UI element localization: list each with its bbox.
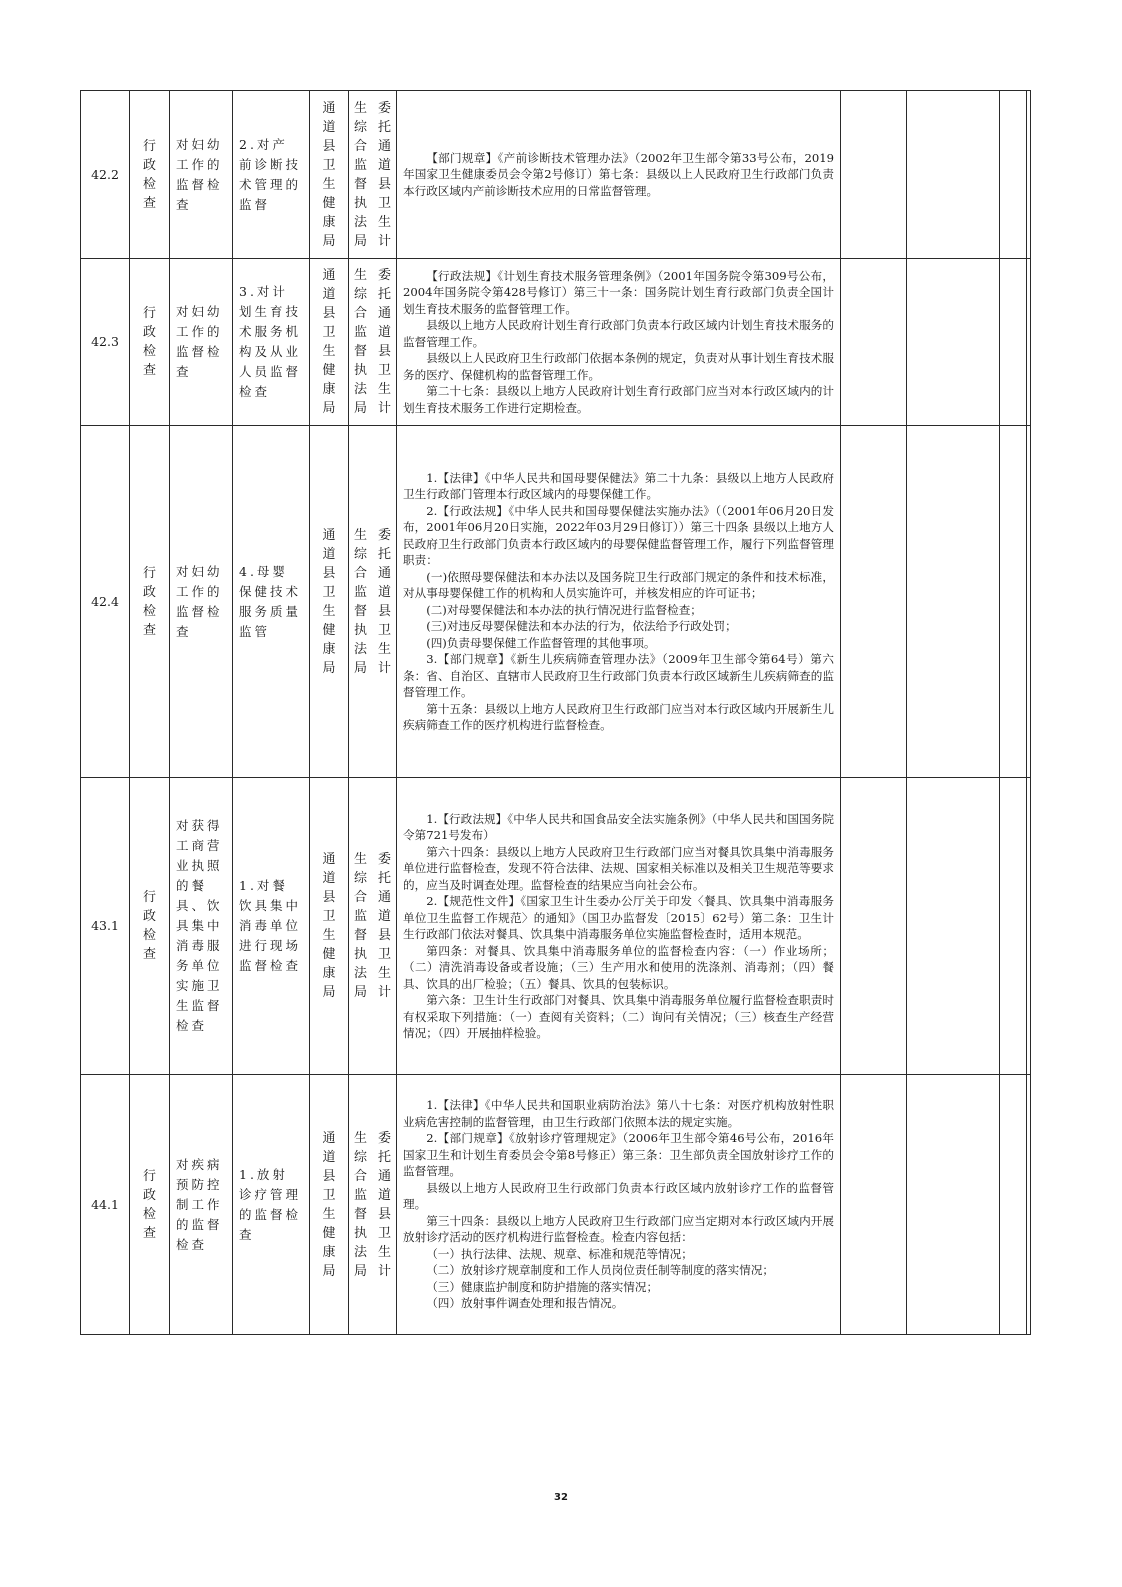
executor-columns [349,850,396,1002]
empty-cell-d [1027,426,1031,778]
executor-columns [349,99,396,251]
sub-item-name: 3.对计划生育技术服务机构及从业人员监督检查 [239,284,302,399]
legal-basis-cell [397,778,841,1075]
empty-cell-b [907,778,1000,1075]
empty-cell-a [841,91,907,259]
item-id-cell [81,426,130,778]
executor-text [349,678,350,679]
legal-basis-paragraph: 2.【部门规章】《放射诊疗管理规定》（2006年卫生部令第46号公布，2016年国家卫生和计划生育委员会令第8号修正）第三条：卫生部负责全国放射诊疗工作的监督管理。 [403,1131,834,1179]
page-number: 32 [554,1492,568,1503]
executor-text-col-2: 委托通道县卫生计 [377,100,391,249]
sub-item-name: 4.母婴保健技术服务质量监管 [239,563,302,639]
department-cell [310,778,349,1075]
empty-cell-d [1027,1075,1031,1335]
legal-basis-paragraph: 第二十七条：县级以上地方人民政府计划生育行政部门应当对本行政区域内的计划生育技术服务工作进行定期检查。 [403,384,834,415]
sub-item-name: 1.放射诊疗管理的监督检查 [239,1166,302,1242]
legal-basis-paragraph: （三）健康监护制度和防护措施的落实情况； [426,1279,659,1294]
legal-basis-paragraph: 1.【行政法规】《中华人民共和国食品安全法实施条例》（中华人民共和国国务院令第721号发布） [403,811,834,842]
legal-basis-paragraph: 2.【规范性文件】《国家卫生计生委办公厅关于印发〈餐具、饮具集中消毒服务单位卫生监督工作规范〉的通知》（国卫办监督发〔2015〕62号）第二条：卫生计生行政部门依法对餐具、饮具集中消毒服务单位实施监督检查时，适用本规范。 [403,894,834,941]
item-name: 对妇幼工作的监督检查 [176,304,223,379]
table-body [81,91,1031,1335]
category-cell [130,778,170,1075]
empty-cell-c [1000,259,1027,426]
department-cell [310,1075,349,1335]
legal-basis-paragraph: 第十五条：县级以上地方人民政府卫生行政部门应当对本行政区域内开展新生儿疾病筛查工作的医疗机构进行监督检查。 [403,701,834,732]
legal-basis-cell [397,91,841,259]
department-cell [310,259,349,426]
empty-cell-a [841,778,907,1075]
category-text: 行政检查 [142,1168,156,1241]
item-name-cell [170,426,233,778]
empty-cell-d [1027,778,1031,1075]
item-id: 42.4 [91,593,119,609]
item-id: 42.3 [91,334,119,349]
legal-basis-paragraph: 县级以上地方人民政府计划生育行政部门负责本行政区域内计划生育技术服务的监督管理工作。 [403,318,834,349]
category-text: 行政检查 [142,565,156,638]
table-row [81,91,1031,259]
empty-cell-b [907,259,1000,426]
item-name: 对获得工商营业执照的餐具、饮具集中消毒服务单位实施卫生监督检查 [176,818,223,1033]
legal-basis-cell [397,259,841,426]
category-text: 行政检查 [142,306,156,378]
category-cell [130,259,170,426]
legal-basis-paragraph: 3.【部门规章】《新生儿疾病筛查管理办法》（2009年卫生部令第64号）第六条：省、自治区、直辖市人民政府卫生行政部门负责本行政区域新生儿疾病筛查的监督管理工作。 [403,652,834,699]
empty-cell-b [907,426,1000,778]
empty-cell-a [841,1075,907,1335]
empty-cell-c [1000,778,1027,1075]
department-text: 通道县卫生健康局 [322,268,336,416]
item-name: 对妇幼工作的监督检查 [176,136,223,212]
sub-item-name: 1.对餐饮具集中消毒单位进行现场监督检查 [239,878,302,973]
department-cell [310,426,349,778]
item-id: 43.1 [91,918,119,933]
executor-cell [349,426,397,778]
executor-text [349,1002,350,1003]
sub-item-cell [233,259,310,426]
executor-text-col-1: 生综合监督执法局 [353,100,367,249]
empty-cell-b [907,1075,1000,1335]
legal-basis-paragraph: （一）执行法律、法规、规章、标准和规范等情况； [426,1246,693,1261]
sub-item-cell [233,426,310,778]
legal-basis-paragraph: 县级以上人民政府卫生行政部门依据本条例的规定，负责对从事计划生育技术服务的医疗、保健机构的监督管理工作。 [403,351,834,382]
category-text: 行政检查 [142,890,156,962]
executor-text-col-2: 委托通道县卫生计 [377,852,391,1000]
department-text: 通道县卫生健康局 [322,527,336,676]
table-row [81,426,1031,778]
executor-text [349,251,350,252]
executor-columns [349,266,396,418]
item-id-cell [81,1075,130,1335]
sub-item-cell [233,778,310,1075]
executor-cell [349,259,397,426]
legal-basis-paragraph: 1.【法律】《中华人民共和国职业病防治法》第八十七条：对医疗机构放射性职业病危害控制的监督管理，由卫生行政部门依照本法的规定实施。 [403,1098,834,1129]
executor-text-col-1: 生综合监督执法局 [353,1130,367,1279]
item-name-cell [170,1075,233,1335]
department-text: 通道县卫生健康局 [322,1130,336,1279]
executor-cell [349,778,397,1075]
department-text: 通道县卫生健康局 [322,100,336,249]
legal-basis-paragraph: (三)对违反母婴保健法和本办法的行为，依法给予行政处罚； [426,619,737,633]
table-row [81,778,1031,1075]
executor-text [349,1281,350,1282]
executor-text-col-1: 生综合监督执法局 [353,527,367,676]
item-name-cell [170,259,233,426]
empty-cell-d [1027,259,1031,426]
category-cell [130,91,170,259]
sub-item-cell [233,1075,310,1335]
legal-basis-paragraph: 县级以上地方人民政府卫生行政部门负责本行政区域内放射诊疗工作的监督管理。 [403,1180,834,1212]
legal-basis-paragraph: 第六条：卫生计生行政部门对餐具、饮具集中消毒服务单位履行监督检查职责时有权采取下列措施：（一）查阅有关资料；（二）询问有关情况；（三）核查生产经营情况；（四）开展抽样检验。 [403,993,834,1040]
sub-item-name: 2.对产前诊断技术管理的监督 [239,136,302,212]
legal-basis-paragraph: 第六十四条：县级以上地方人民政府卫生行政部门应当对餐具饮具集中消毒服务单位进行监督检查，发现不符合法律、法规、国家相关标准以及相关卫生规范等要求的，应当及时调查处理。监督检查的结果应当向社会公布。 [403,844,834,892]
sub-item-cell [233,91,310,259]
item-id: 42.2 [91,166,119,182]
table-row [81,1075,1031,1335]
department-cell [310,91,349,259]
legal-basis-cell [397,1075,841,1335]
department-text: 通道县卫生健康局 [322,852,336,1000]
executor-text-col-1: 生综合监督执法局 [353,852,367,1000]
executor-text-col-2: 委托通道县卫生计 [377,268,391,416]
empty-cell-c [1000,1075,1027,1335]
legal-basis-paragraph: (二)对母婴保健法和本办法的执行情况进行监督检查； [426,602,702,617]
executor-text-col-2: 委托通道县卫生计 [377,527,391,676]
executor-columns [349,1129,396,1281]
legal-basis-paragraph: （四）放射事件调查处理和报告情况。 [426,1296,624,1311]
executor-cell [349,1075,397,1335]
empty-cell-a [841,426,907,778]
empty-cell-c [1000,426,1027,778]
empty-cell-d [1027,91,1031,259]
executor-text [349,418,350,419]
item-id: 44.1 [91,1196,119,1212]
item-id-cell [81,91,130,259]
legal-basis-paragraph: 第三十四条：县级以上地方人民政府卫生行政部门应当定期对本行政区域内开展放射诊疗活动的医疗机构进行监督检查。检查内容包括： [403,1213,834,1245]
category-text: 行政检查 [142,138,156,211]
empty-cell-c [1000,91,1027,259]
executor-text-col-2: 委托通道县卫生计 [377,1130,391,1279]
legal-basis-paragraph: 1.【法律】《中华人民共和国母婴保健法》第二十九条：县级以上地方人民政府卫生行政部门管理本行政区域内的母婴保健工作。 [403,470,834,501]
executor-columns [349,526,396,678]
legal-basis-paragraph: 【行政法规】《计划生育技术服务管理条例》（2001年国务院令第309号公布，2004年国务院令第428号修订）第三十一条：国务院计划生育行政部门负责全国计划生育技术服务的监督管理工作。 [403,268,834,316]
category-cell [130,1075,170,1335]
item-name-cell [170,91,233,259]
category-cell [130,426,170,778]
item-name: 对疾病预防控制工作的监督检查 [176,1156,223,1252]
legal-basis-cell [397,426,841,778]
item-name-cell [170,778,233,1075]
legal-basis-paragraph: (四)负责母婴保健工作监督管理的其他事项。 [426,635,656,650]
legal-basis-paragraph: (一)依照母婴保健法和本办法以及国务院卫生行政部门规定的条件和技术标准，对从事母婴保健工作的机构和人员实施许可，并核发相应的许可证书； [403,569,834,600]
executor-text-col-1: 生综合监督执法局 [353,268,367,416]
executor-cell [349,91,397,259]
power-list-table [80,90,1031,1335]
legal-basis-paragraph: （二）放射诊疗规章制度和工作人员岗位责任制等制度的落实情况； [426,1263,775,1278]
empty-cell-b [907,91,1000,259]
table-row [81,259,1031,426]
legal-basis-paragraph: 【部门规章】《产前诊断技术管理办法》（2002年卫生部令第33号公布，2019年国家卫生健康委员会令第2号修订）第七条：县级以上人民政府卫生行政部门负责本行政区域内产前诊断技术应用的日常监督管理。 [403,150,834,198]
legal-basis-paragraph: 2.【行政法规】《中华人民共和国母婴保健法实施办法》（（2001年06月20日发布，2001年06月20日实施，2022年03月29日修订））第三十四条 县级以上地方人民政府卫生行政部门负责本行政区域内的母婴保健监督管理工作，履行下列监督管理职责： [403,503,834,567]
item-name: 对妇幼工作的监督检查 [176,563,223,639]
item-id-cell [81,778,130,1075]
legal-basis-paragraph: 第四条：对餐具、饮具集中消毒服务单位的监督检查内容：（一）作业场所；（二）清洗消毒设备或者设施；（三）生产用水和使用的洗涤剂、消毒剂；（四）餐具、饮具的出厂检验；（五）餐具、饮具的包装标识。 [403,943,834,991]
item-id-cell [81,259,130,426]
empty-cell-a [841,259,907,426]
